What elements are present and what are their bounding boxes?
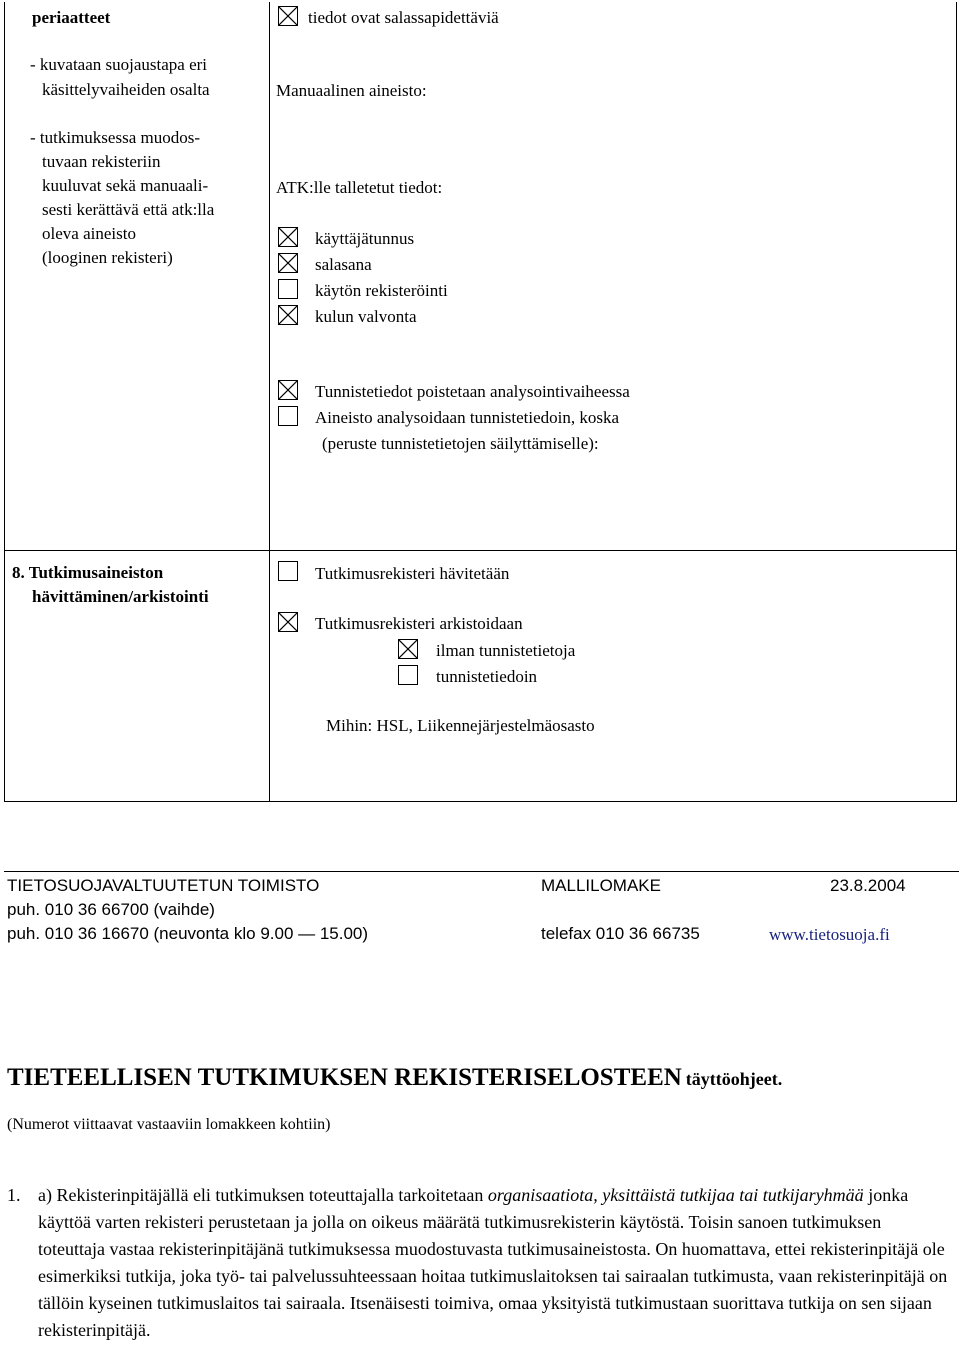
- section-8-title-line-1: 8. Tutkimusaineiston: [12, 563, 164, 582]
- with-identifiers-checkbox[interactable]: [398, 665, 418, 685]
- check-cross-icon: [279, 7, 297, 25]
- instructions-heading-suffix: täyttöohjeet.: [685, 1069, 783, 1089]
- identifiers-removed-label: Tunnistetiedot poistetaan analysointivaiheessa: [315, 382, 630, 401]
- access-control-label: kulun valvonta: [315, 307, 417, 326]
- paragraph-number: 1.: [7, 1185, 21, 1205]
- principle-item-2-line-4: sesti kerättävä että atk:lla: [42, 200, 215, 219]
- section-8-title-line-2: hävittäminen/arkistointi: [32, 587, 209, 606]
- instruction-paragraph-1: [38, 1182, 950, 1344]
- check-cross-icon: [399, 640, 417, 658]
- username-checkbox[interactable]: [278, 227, 298, 247]
- identifiers-kept-checkbox[interactable]: [278, 406, 298, 426]
- office-name: TIETOSUOJAVALTUUTETUN TOIMISTO: [7, 876, 320, 895]
- check-cross-icon: [279, 306, 297, 324]
- principle-item-2-line-3: kuuluvat sekä manuaali-: [42, 176, 209, 195]
- destroy-register-checkbox[interactable]: [278, 561, 298, 581]
- form-date: 23.8.2004: [830, 876, 906, 895]
- identifiers-kept-label: Aineisto analysoidaan tunnistetiedoin, koska: [315, 408, 620, 427]
- principle-item-1-line-1: - kuvataan suojaustapa eri: [30, 55, 208, 74]
- identifiers-kept-reason: (peruste tunnistetietojen säilyttämiselle):: [322, 434, 599, 453]
- password-checkbox[interactable]: [278, 253, 298, 273]
- check-cross-icon: [279, 381, 297, 399]
- check-cross-icon: [279, 228, 297, 246]
- archive-destination: Mihin: HSL, Liikennejärjestelmäosasto: [326, 716, 595, 735]
- website-link[interactable]: www.tietosuoja.fi: [769, 925, 890, 944]
- principle-item-2-line-5: oleva aineisto: [42, 224, 136, 243]
- fax-number: telefax 010 36 66735: [541, 924, 700, 943]
- instructions-note: (Numerot viittaavat vastaaviin lomakkeen kohtiin): [7, 1116, 331, 1133]
- principle-item-2-line-1: - tutkimuksessa muodos-: [30, 128, 200, 147]
- principle-item-2-line-6: (looginen rekisteri): [42, 248, 173, 267]
- column-divider: [269, 551, 270, 801]
- section-title-principles: periaatteet: [32, 8, 111, 27]
- username-label: käyttäjätunnus: [315, 229, 415, 248]
- phone-advice: puh. 010 36 16670 (neuvonta klo 9.00 — 15.00): [7, 924, 369, 943]
- access-control-checkbox[interactable]: [278, 305, 298, 325]
- form-type: MALLILOMAKE: [541, 876, 661, 895]
- confidential-checkbox[interactable]: [278, 6, 298, 26]
- password-label: salasana: [315, 255, 372, 274]
- check-cross-icon: [279, 254, 297, 272]
- principle-item-2-line-2: tuvaan rekisteriin: [42, 152, 161, 171]
- archive-register-checkbox[interactable]: [278, 612, 298, 632]
- phone-switchboard: puh. 010 36 66700 (vaihde): [7, 900, 215, 919]
- manual-material-label: Manuaalinen aineisto:: [276, 81, 427, 100]
- instructions-heading: [7, 1064, 782, 1092]
- identifiers-removed-checkbox[interactable]: [278, 380, 298, 400]
- with-identifiers-label: tunnistetiedoin: [436, 667, 538, 686]
- column-divider: [269, 2, 270, 550]
- instructions-heading-main: TIETEELLISEN TUTKIMUKSEN REKISTERISELOSTEEN: [7, 1064, 682, 1091]
- without-identifiers-checkbox[interactable]: [398, 639, 418, 659]
- archive-register-label: Tutkimusrekisteri arkistoidaan: [315, 614, 523, 633]
- paragraph-text-2: jonka käyttöä varten rekisteri perustetaan ja jolla on oikeus määrätä tutkimusrekisterin käytöstä. Toisin sanoen tutkimuksen toteuttaja vastaa rekisterinpitäjänä tutkimuksessa muodostuvasta tutkimusaineistosta. On huomattava, ettei rekisterinpitäjä ole esimerkiksi tutkija, joka työ- tai palvelussuhteessaan hoitaa tutkimuslaitoksen tai sairaalan tutkimusta, vaan rekisterinpitäjä on tällöin kyseinen tutkimuslaitos tai sairaala. Itsenäisesti toimiva, omaa yksityistä tutkimustaan suorittava tutkija on sen sijaan rekisterinpitäjä.: [38, 1185, 948, 1340]
- principle-item-1-line-2: käsittelyvaiheiden osalta: [42, 80, 210, 99]
- check-cross-icon: [279, 613, 297, 631]
- footer-divider: [4, 871, 959, 872]
- atk-data-label: ATK:lle talletetut tiedot:: [276, 178, 443, 197]
- without-identifiers-label: ilman tunnistetietoja: [436, 641, 576, 660]
- usage-logging-label: käytön rekisteröinti: [315, 281, 448, 300]
- paragraph-text-1: a) Rekisterinpitäjällä eli tutkimuksen toteuttajalla tarkoitetaan: [38, 1185, 488, 1205]
- destroy-register-label: Tutkimusrekisteri hävitetään: [315, 564, 510, 583]
- confidential-label: tiedot ovat salassapidettäviä: [308, 8, 499, 27]
- usage-logging-checkbox[interactable]: [278, 279, 298, 299]
- paragraph-text-italic: organisaatiota, yksittäistä tutkijaa tai tutkijaryhmää: [487, 1185, 864, 1205]
